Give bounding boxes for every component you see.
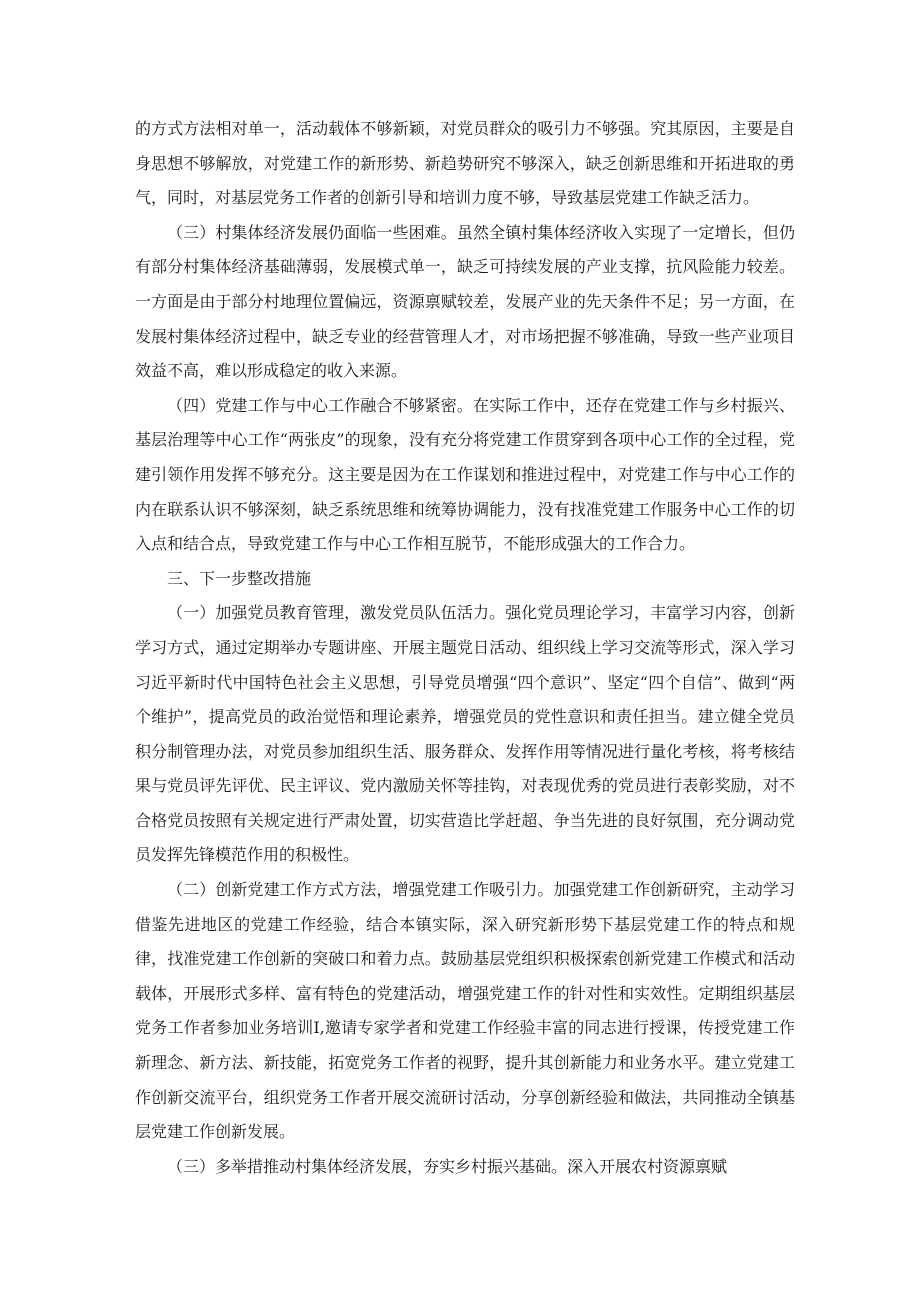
paragraph-village-economy: （三）村集体经济发展仍面临一些困难。虽然全镇村集体经济收入实现了一定增长，但仍有部分村集体经济基础薄弱，发展模式单一，缺乏可持续发展的产业支撑，抗风险能力较差。一方面是由于部分村地理位置偏远，资源禀赋较差，发展产业的先天条件不足；另一方面，在发展村集体经济过程中，缺乏专业的经营管理人才，对市场把握不够准确，导致一些产业项目效益不高，难以形成稳定的收入来源。 xyxy=(135,222,795,381)
paragraph-integration: （四）党建工作与中心工作融合不够紧密。在实际工作中，还存在党建工作与乡村振兴、基层治理等中心工作“两张皮”的现象，没有充分将党建工作贯穿到各项中心工作的全过程，党建引领作用发挥不够充分。这主要是因为在工作谋划和推进过程中，对党建工作与中心工作的内在联系认识不够深刻，缺乏系统思维和统筹协调能力，没有找准党建工作服务中心工作的切入点和结合点，导致党建工作与中心工作相互脱节，不能形成强大的工作合力。 xyxy=(135,395,795,554)
paragraph-measure-1: （一）加强党员教育管理，激发党员队伍活力。强化党员理论学习，丰富学习内容，创新学习方式，通过定期举办专题讲座、开展主题党日活动、组织线上学习交流等形式，深入学习习近平新时代中国特色社会主义思想，引导党员增强“四个意识”、坚定“四个自信”、做到“两个维护”，提高党员的政治觉悟和理论素养，增强党员的党性意识和责任担当。建立健全党员积分制管理办法，对党员参加组织生活、服务群众、发挥作用等情况进行量化考核，将考核结果与党员评先评优、民主评议、党内激励关怀等挂钩，对表现优秀的党员进行表彰奖励，对不合格党员按照有关规定进行严肃处置，切实营造比学赶超、争当先进的良好氛围，充分调动党员发挥先锋模范作用的积极性。 xyxy=(135,603,795,865)
document-body xyxy=(135,112,795,1184)
section-heading-next-steps: 三、下一步整改措施 xyxy=(167,568,312,588)
paragraph-measure-2: （二）创新党建工作方式方法，增强党建工作吸引力。加强党建工作创新研究，主动学习借鉴先进地区的党建工作经验，结合本镇实际，深入研究新形势下基层党建工作的特点和规律，找准党建工作创新的突破口和着力点。鼓励基层党组织积极探索创新党建工作模式和活动载体，开展形式多样、富有特色的党建活动，增强党建工作的针对性和实效性。定期组织基层党务工作者参加业务培训I,邀请专家学者和党建工作经验丰富的同志进行授课，传授党建工作新理念、新方法、新技能，拓宽党务工作者的视野，提升其创新能力和业务水平。建立党建工作创新交流平台，组织党务工作者开展交流研讨活动，分享创新经验和做法，共同推动全镇基层党建工作创新发展。 xyxy=(135,880,795,1142)
paragraph-measure-3: （三）多举措推动村集体经济发展，夯实乡村振兴基础。深入开展农村资源禀赋 xyxy=(167,1156,728,1176)
paragraph-continuation: 的方式方法相对单一，活动载体不够新颖，对党员群众的吸引力不够强。究其原因，主要是自身思想不够解放，对党建工作的新形势、新趋势研究不够深入，缺乏创新思维和开拓进取的勇气，同时，对基层党务工作者的创新引导和培训力度不够，导致基层党建工作缺乏活力。 xyxy=(135,119,795,208)
